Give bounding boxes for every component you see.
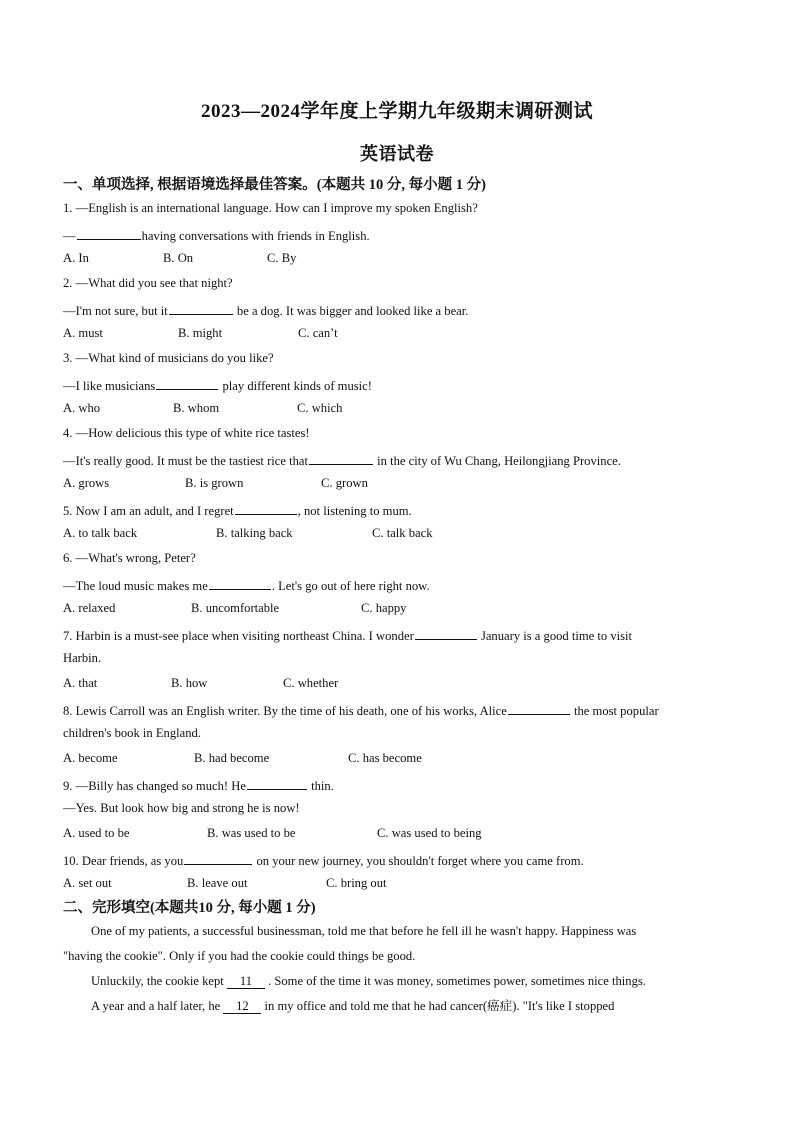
question-line	[63, 727, 201, 740]
exam-title: 2023—2024学年度上学期九年级期末调研测试	[200, 101, 593, 122]
question-text: 10. Dear friends, as you	[63, 854, 184, 868]
option-c[interactable]: C. has become	[348, 751, 422, 765]
option-b[interactable]: B. On	[163, 251, 194, 265]
question-text: —	[63, 229, 76, 243]
option-a[interactable]: A. must	[63, 326, 103, 340]
question-line	[63, 502, 412, 518]
cloze-text: in my office and told me that he had cancer(癌症). "It's like I stopped	[261, 999, 615, 1013]
answer-blank[interactable]	[508, 702, 570, 715]
answer-blank[interactable]	[235, 502, 297, 515]
section1-heading: 一、单项选择, 根据语境选择最佳答案。(本题共 10 分, 每小题 1 分)	[63, 177, 486, 193]
question-text: —Yes. But look how big and strong he is now!	[63, 801, 300, 815]
question-line	[63, 852, 584, 868]
cloze-paragraph-line	[91, 1000, 614, 1014]
option-c[interactable]: C. whether	[283, 676, 339, 690]
option-a[interactable]: A. that	[63, 676, 98, 690]
option-b[interactable]: B. leave out	[187, 876, 248, 890]
answer-blank[interactable]	[209, 577, 271, 590]
question-text: 5. Now I am an adult, and I regret	[63, 504, 234, 518]
question-line	[63, 352, 274, 365]
question-text: 4. —How delicious this type of white rice tastes!	[63, 426, 310, 440]
question-text: play different kinds of music!	[219, 379, 372, 393]
option-c[interactable]: C. can’t	[298, 326, 338, 340]
question-text: be a dog. It was bigger and looked like a bear.	[233, 304, 469, 318]
answer-blank[interactable]	[309, 452, 373, 465]
question-text: children's book in England.	[63, 726, 201, 740]
option-a[interactable]: A. In	[63, 251, 89, 265]
question-line	[63, 427, 310, 440]
option-b[interactable]: B. how	[171, 676, 208, 690]
cloze-text: . Some of the time it was money, sometimes power, sometimes nice things.	[264, 974, 646, 988]
question-text: thin.	[307, 779, 334, 793]
question-line	[63, 377, 372, 393]
option-a[interactable]: A. used to be	[63, 826, 130, 840]
option-a[interactable]: A. set out	[63, 876, 112, 890]
option-a[interactable]: A. grows	[63, 476, 110, 490]
question-text: —I like musicians	[63, 379, 156, 393]
option-c[interactable]: C. was used to being	[377, 826, 482, 840]
question-text: January is a good time to visit	[477, 629, 633, 643]
cloze-paragraph-line: "having the cookie". Only if you had the cookie could things be good.	[63, 949, 416, 963]
question-text: the most popular	[570, 704, 659, 718]
question-line	[63, 577, 430, 593]
question-text: 9. —Billy has changed so much! He	[63, 779, 246, 793]
question-text: Harbin.	[63, 651, 102, 665]
option-b[interactable]: B. had become	[194, 751, 270, 765]
option-c[interactable]: C. By	[267, 251, 297, 265]
question-text: on your new journey, you shouldn't forget where you came from.	[253, 854, 584, 868]
question-line	[63, 202, 478, 215]
question-line	[63, 452, 621, 468]
question-line	[63, 627, 632, 643]
question-text: 7. Harbin is a must-see place when visiting northeast China. I wonder	[63, 629, 414, 643]
question-text: 3. —What kind of musicians do you like?	[63, 351, 274, 365]
question-text: 1. —English is an international language. How can I improve my spoken English?	[63, 201, 478, 215]
question-line	[63, 652, 101, 665]
option-c[interactable]: C. grown	[321, 476, 368, 490]
answer-blank[interactable]	[415, 627, 477, 640]
option-a[interactable]: A. to talk back	[63, 526, 138, 540]
cloze-paragraph-line: One of my patients, a successful businessman, told me that before he fell ill he wasn't happy. Happiness was	[91, 924, 637, 938]
exam-subtitle: 英语试卷	[360, 144, 434, 164]
question-line	[63, 777, 334, 793]
question-text: in the city of Wu Chang, Heilongjiang Province.	[374, 454, 621, 468]
cloze-text: Unluckily, the cookie kept	[91, 974, 227, 988]
option-b[interactable]: B. might	[178, 326, 223, 340]
answer-blank[interactable]	[247, 777, 307, 790]
option-a[interactable]: A. who	[63, 401, 101, 415]
option-c[interactable]: C. talk back	[372, 526, 433, 540]
question-line	[63, 302, 468, 318]
option-b[interactable]: B. whom	[173, 401, 220, 415]
option-c[interactable]: C. bring out	[326, 876, 387, 890]
option-b[interactable]: B. uncomfortable	[191, 601, 280, 615]
option-c[interactable]: C. happy	[361, 601, 407, 615]
answer-blank[interactable]	[184, 852, 252, 865]
answer-blank[interactable]	[169, 302, 233, 315]
option-c[interactable]: C. which	[297, 401, 343, 415]
cloze-text: A year and a half later, he	[91, 999, 224, 1013]
option-a[interactable]: A. become	[63, 751, 118, 765]
section2-heading: 二、完形填空(本题共10 分, 每小题 1 分)	[63, 900, 316, 916]
question-line	[63, 227, 370, 243]
question-text: having conversations with friends in English.	[141, 229, 370, 243]
question-line	[63, 277, 233, 290]
question-line	[63, 702, 659, 718]
question-text: —It's really good. It must be the tastiest rice that	[63, 454, 308, 468]
question-text: 6. —What's wrong, Peter?	[63, 551, 196, 565]
answer-blank[interactable]	[77, 227, 141, 240]
question-text: 8. Lewis Carroll was an English writer. By the time of his death, one of his works, Alice	[63, 704, 507, 718]
cloze-paragraph-line	[91, 975, 646, 989]
cloze-blank-12[interactable]: 12	[223, 1000, 261, 1014]
question-text: 2. —What did you see that night?	[63, 276, 233, 290]
question-text: —I'm not sure, but it	[63, 304, 168, 318]
option-a[interactable]: A. relaxed	[63, 601, 116, 615]
question-text: —The loud music makes me	[63, 579, 208, 593]
question-line	[63, 552, 196, 565]
question-line	[63, 802, 300, 815]
answer-blank[interactable]	[156, 377, 218, 390]
option-b[interactable]: B. is grown	[185, 476, 244, 490]
question-text: . Let's go out of here right now.	[271, 579, 430, 593]
option-b[interactable]: B. was used to be	[207, 826, 296, 840]
question-text: , not listening to mum.	[297, 504, 412, 518]
cloze-blank-11[interactable]: 11	[227, 975, 265, 989]
option-b[interactable]: B. talking back	[216, 526, 293, 540]
